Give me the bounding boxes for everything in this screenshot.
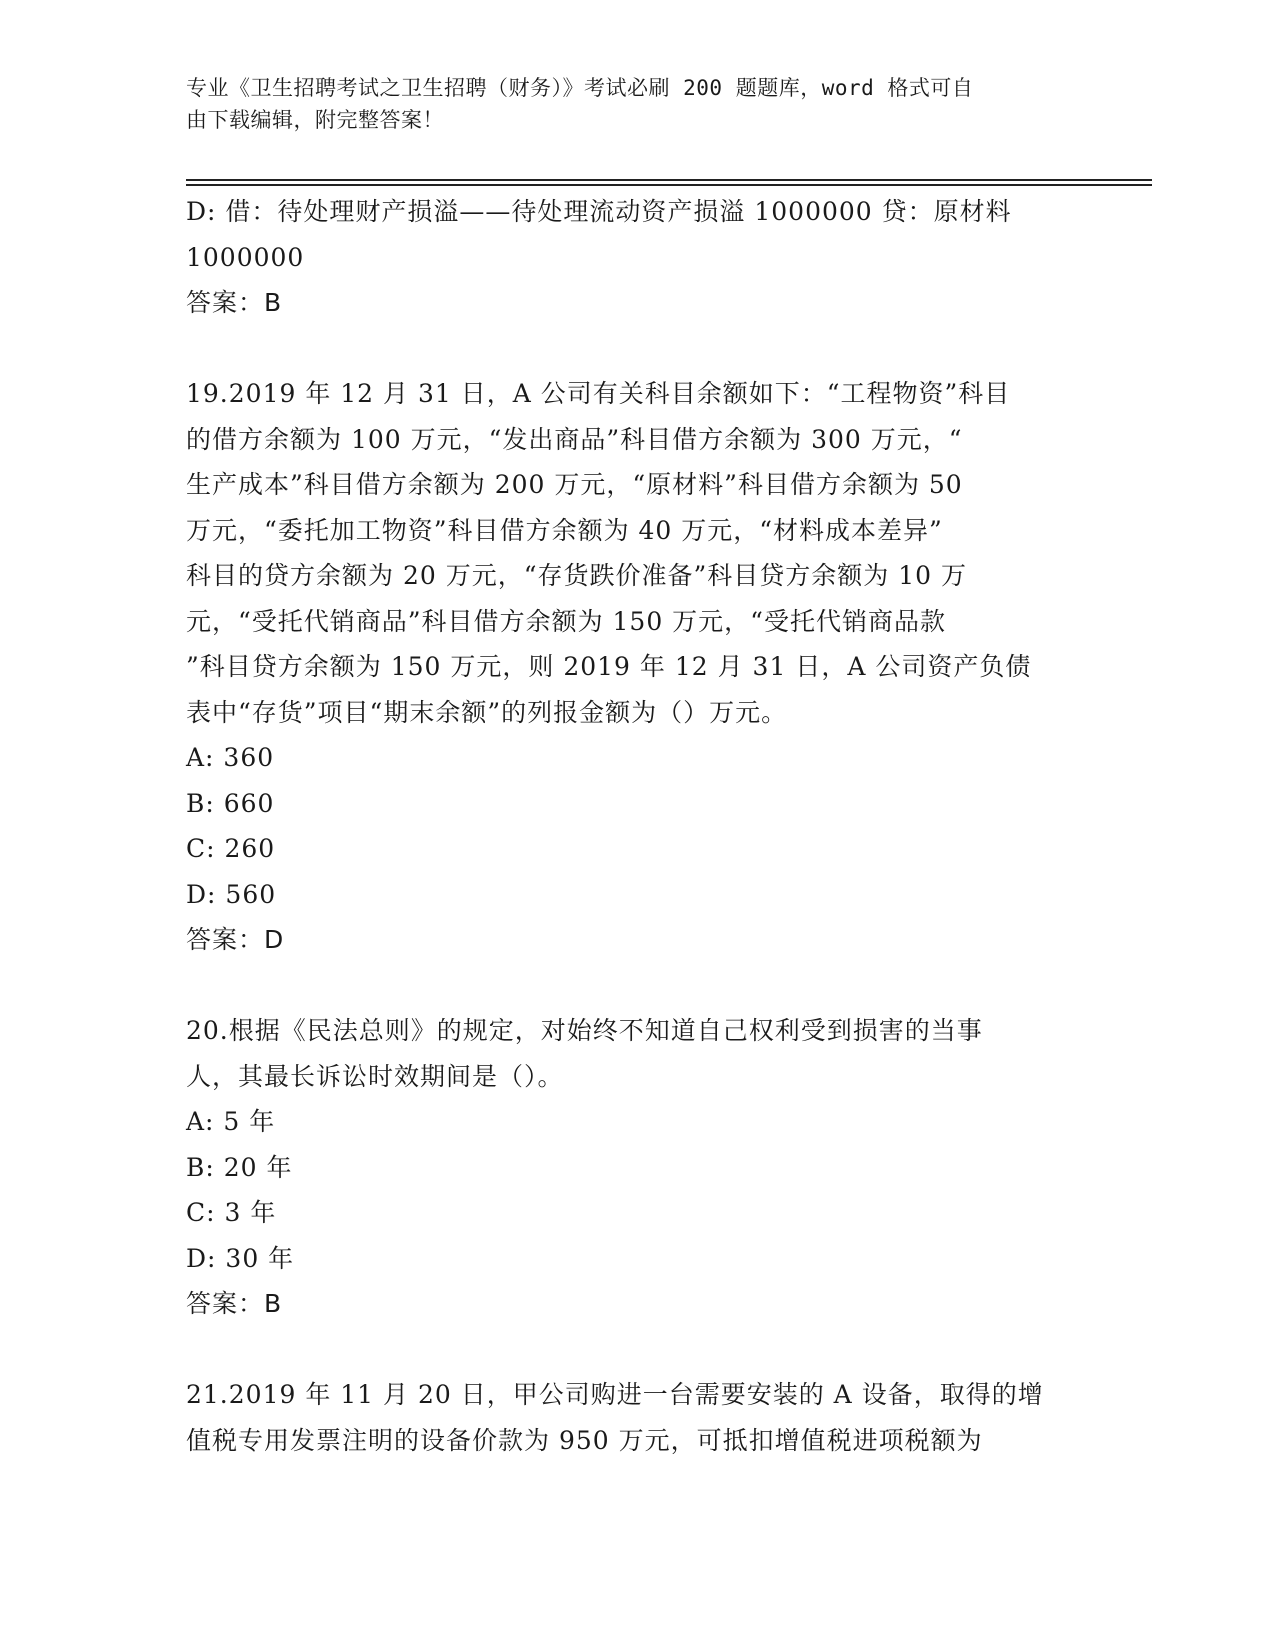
question-20 bbox=[186, 1008, 1086, 1327]
option-a: A: 360 bbox=[186, 743, 275, 772]
question-text-line: 元，“受托代销商品”科目借方余额为 150 万元，“受托代销商品款 bbox=[186, 606, 946, 636]
option-c: C: 3 年 bbox=[186, 1198, 277, 1227]
question-text-line: 生产成本”科目借方余额为 200 万元，“原材料”科目借方余额为 50 bbox=[186, 470, 963, 499]
question-text-line: 值税专用发票注明的设备价款为 950 万元，可抵扣增值税进项税额为 bbox=[186, 1425, 983, 1455]
question-19 bbox=[186, 371, 1086, 963]
option-b: B: 20 年 bbox=[186, 1152, 293, 1182]
spacer bbox=[186, 963, 1086, 1009]
question-text-line: 万元，“委托加工物资”科目借方余额为 40 万元，“材料成本差异” bbox=[186, 515, 943, 545]
document-body bbox=[186, 189, 1086, 1463]
header-divider-top bbox=[186, 179, 1152, 181]
question-text-line: 21.2019 年 11 月 20 日，甲公司购进一台需要安装的 A 设备，取得的增 bbox=[186, 1380, 1044, 1409]
header-line-2: 由下载编辑，附完整答案！ bbox=[186, 108, 444, 132]
header-line-1: 专业《卫生招聘考试之卫生招聘（财务）》考试必刷 200 题题库，word 格式可自 bbox=[186, 76, 974, 100]
option-a: A: 5 年 bbox=[186, 1107, 276, 1136]
question-text-line: 19.2019 年 12 月 31 日，A 公司有关科目余额如下：“工程物资”科目 bbox=[186, 379, 1011, 408]
document-header bbox=[186, 72, 1066, 136]
option-d-continued: 1000000 bbox=[186, 242, 305, 272]
spacer bbox=[186, 1327, 1086, 1373]
spacer bbox=[186, 326, 1086, 372]
question-text-line: ”科目贷方余额为 150 万元，则 2019 年 12 月 31 日，A 公司资产负债 bbox=[186, 652, 1032, 681]
question-18-tail bbox=[186, 189, 1086, 326]
question-text-line: 20.根据《民法总则》的规定，对始终不知道自己权利受到损害的当事 bbox=[186, 1016, 983, 1045]
question-text-line: 人，其最长诉讼时效期间是（）。 bbox=[186, 1061, 564, 1091]
question-text-line: 的借方余额为 100 万元，“发出商品”科目借方余额为 300 万元，“ bbox=[186, 424, 963, 454]
answer: 答案：D bbox=[186, 925, 285, 954]
answer: 答案：B bbox=[186, 1289, 283, 1318]
question-text-line: 表中“存货”项目“期末余额”的列报金额为（）万元。 bbox=[186, 697, 788, 727]
option-b: B: 660 bbox=[186, 788, 275, 818]
question-21 bbox=[186, 1372, 1086, 1463]
option-d: D: 560 bbox=[186, 879, 277, 909]
option-d: D: 借：待处理财产损溢——待处理流动资产损溢 1000000 贷：原材料 bbox=[186, 197, 1012, 226]
answer: 答案：B bbox=[186, 288, 283, 317]
option-d: D: 30 年 bbox=[186, 1243, 295, 1273]
header-divider-bottom bbox=[186, 184, 1152, 186]
question-text-line: 科目的贷方余额为 20 万元，“存货跌价准备”科目贷方余额为 10 万 bbox=[186, 561, 967, 590]
option-c: C: 260 bbox=[186, 834, 276, 863]
